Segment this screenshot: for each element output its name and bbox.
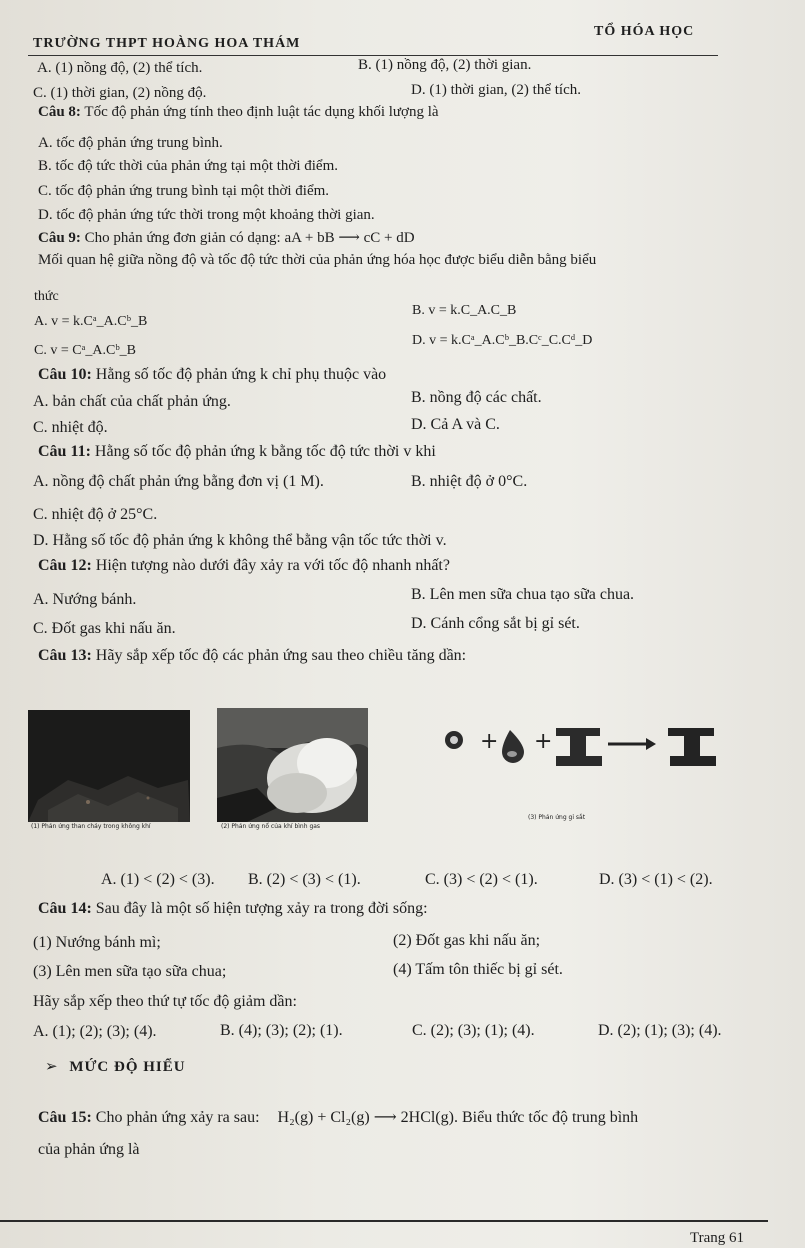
q10-label: Câu 10: [38,366,92,383]
q10-option-c: C. nhiệt độ. [33,419,108,436]
caption-2: (2) Phản ứng nổ của khí bình gas [221,823,321,830]
charcoal-burning-photo [28,710,190,822]
q11-text: Hằng số tốc độ phản ứng k bằng tốc độ tức thời v khi [94,443,436,460]
q14-text: Sau đây là một số hiện tượng xảy ra trong đời sống: [95,900,428,917]
q14-label: Câu 14: [38,900,92,917]
q11-option-d: D. Hằng số tốc độ phản ứng k không thể bằng vận tốc tức thời v. [33,532,447,549]
q12-label: Câu 12: [38,557,92,574]
q11-option-b: B. nhiệt độ ở 0°C. [411,473,528,490]
q14-item-1: (1) Nướng bánh mì; [33,934,161,951]
q14-option-c: C. (2); (3); (1); (4). [412,1022,535,1039]
q9-option-d: D. v = k.Cᵃ_A.Cᵇ_B.Cᶜ_C.Cᵈ_D [412,333,593,348]
rusted-beam-icon [668,728,716,766]
q15-line2: của phản ứng là [38,1141,140,1158]
q9-option-b: B. v = k.C_A.C_B [412,303,517,318]
q14-item-2: (2) Đốt gas khi nấu ăn; [393,932,541,949]
q10-option-b: B. nồng độ các chất. [411,389,542,406]
q15-stem [38,1108,638,1128]
q15-label: Câu 15: [38,1109,92,1126]
q7-option-b: B. (1) nồng độ, (2) thời gian. [358,57,532,73]
q10-stem [38,365,386,385]
q11-label: Câu 11: [38,443,91,460]
caption-1: (1) Phản ứng than cháy trong không khí [31,823,151,830]
q9-line3: thức [34,289,59,304]
q15-equation: H₂(g) + Cl₂(g) ⟶ 2HCl(g). [277,1109,458,1126]
q9-line2: Mối quan hệ giữa nồng độ và tốc độ tức thời của phản ứng hóa học được biểu diễn bằng biểu [38,252,597,268]
plus-sign-1: + [480,729,499,754]
q14-ask: Hãy sắp xếp theo thứ tự tốc độ giảm dần: [33,993,297,1010]
q15-text: Cho phản ứng xảy ra sau: [95,1109,260,1126]
q13-label: Câu 13: [38,647,92,664]
q7-option-c: C. (1) thời gian, (2) nồng độ. [33,85,207,101]
footer-rule [0,1220,768,1222]
plus-sign-2: + [534,729,553,754]
q12-text: Hiện tượng nào dưới đây xảy ra với tốc độ nhanh nhất? [95,557,450,574]
q8-option-d: D. tốc độ phản ứng tức thời trong một khoảng thời gian. [38,207,375,223]
q15-tail: Biểu thức tốc độ trung bình [461,1109,639,1126]
reaction-scheme [440,722,740,770]
q9-label: Câu 9: [38,230,81,246]
q14-option-b: B. (4); (3); (2); (1). [220,1022,343,1039]
q9-text: Cho phản ứng đơn giản có dạng: aA + bB ⟶ cC + dD [84,230,415,246]
school-name: TRƯỜNG THPT HOÀNG HOA THÁM [33,36,301,51]
q13-option-a: A. (1) < (2) < (3). [101,871,215,888]
q11-option-a: A. nồng độ chất phản ứng bằng đơn vị (1 M). [33,473,324,490]
q9-option-c: C. v = Cᵃ_A.Cᵇ_B [34,343,137,358]
q8-label: Câu 8: [38,104,81,120]
q12-option-c: C. Đốt gas khi nấu ăn. [33,620,176,637]
q13-text: Hãy sắp xếp tốc độ các phản ứng sau theo chiều tăng dần: [95,647,467,664]
section-heading [45,1057,186,1077]
q14-item-4: (4) Tấm tôn thiếc bị gỉ sét. [393,961,563,978]
q12-option-d: D. Cánh cổng sắt bị gỉ sét. [411,615,580,632]
q8-option-c: C. tốc độ phản ứng trung bình tại một thời điểm. [38,183,330,199]
iron-beam-icon [556,728,602,766]
q12-option-a: A. Nướng bánh. [33,591,137,608]
gas-explosion-photo [217,708,368,822]
q13-option-b: B. (2) < (3) < (1). [248,871,361,888]
q12-option-b: B. Lên men sữa chua tạo sữa chua. [411,586,635,603]
q8-option-b: B. tốc độ tức thời của phản ứng tại một thời điểm. [38,158,338,174]
q14-item-3: (3) Lên men sữa tạo sữa chua; [33,963,227,980]
q10-text: Hằng số tốc độ phản ứng k chỉ phụ thuộc vào [95,366,387,383]
q14-stem [38,899,428,919]
q10-option-a: A. bản chất của chất phản ứng. [33,393,231,410]
charcoal-illustration [28,710,190,822]
page-number: Trang 61 [690,1230,745,1246]
arrow-bullet-icon: ➢ [45,1059,58,1075]
q8-option-a: A. tốc độ phản ứng trung bình. [38,135,223,151]
q12-stem [38,556,450,576]
q7-option-d: D. (1) thời gian, (2) thể tích. [411,82,581,98]
q14-option-d: D. (2); (1); (3); (4). [598,1022,722,1039]
q8-stem [38,102,439,122]
q13-option-c: C. (3) < (2) < (1). [425,871,538,888]
department-name: TỔ HÓA HỌC [594,24,695,39]
q13-stem [38,646,466,666]
q8-text: Tốc độ phản ứng tính theo định luật tác dụng khối lượng là [84,104,439,120]
q10-option-d: D. Cả A và C. [411,416,500,433]
q7-option-a: A. (1) nồng độ, (2) thể tích. [37,60,203,76]
section-title: MỨC ĐỘ HIỂU [69,1059,186,1075]
caption-3: (3) Phản ứng gỉ sắt [528,814,586,821]
q11-option-c: C. nhiệt độ ở 25°C. [33,506,158,523]
rusting-reaction-diagram [440,722,740,770]
water-drop-icon [502,730,524,763]
q14-option-a: A. (1); (2); (3); (4). [33,1023,157,1040]
explosion-illustration [217,708,368,822]
q9-stem [38,228,415,248]
q13-option-d: D. (3) < (1) < (2). [599,871,713,888]
q11-stem [38,442,436,462]
q9-option-a: A. v = k.Cᵃ_A.Cᵇ_B [34,314,148,329]
